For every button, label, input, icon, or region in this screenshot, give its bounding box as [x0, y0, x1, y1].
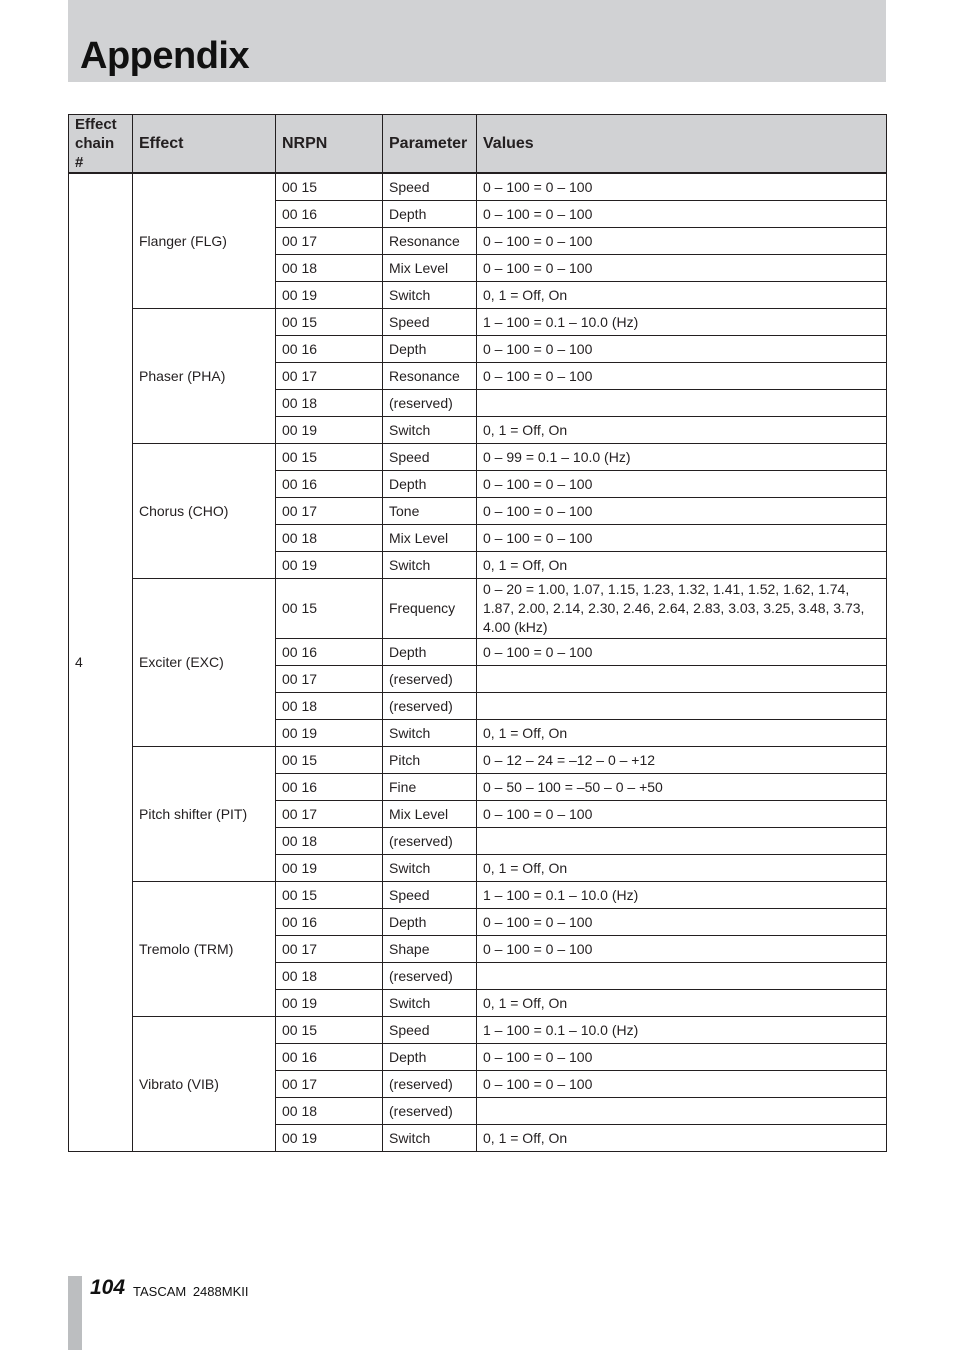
parameter-cell: Shape [383, 936, 477, 963]
values-cell: 0 – 100 = 0 – 100 [477, 471, 887, 498]
values-cell: 0 – 100 = 0 – 100 [477, 363, 887, 390]
values-cell: 0, 1 = Off, On [477, 1125, 887, 1152]
table-body [69, 173, 887, 1152]
values-cell: 0 – 100 = 0 – 100 [477, 498, 887, 525]
values-cell [477, 390, 887, 417]
table-row [69, 444, 887, 471]
parameter-cell: Depth [383, 201, 477, 228]
values-cell: 0, 1 = Off, On [477, 855, 887, 882]
nrpn-cell: 00 19 [276, 720, 383, 747]
effect-name-cell: Tremolo (TRM) [133, 882, 276, 1017]
parameter-cell: Switch [383, 1125, 477, 1152]
header-parameter: Parameter [383, 115, 477, 174]
values-cell: 0 – 12 – 24 = –12 – 0 – +12 [477, 747, 887, 774]
parameter-cell: Tone [383, 498, 477, 525]
nrpn-cell: 00 18 [276, 255, 383, 282]
values-cell [477, 963, 887, 990]
parameter-cell: Mix Level [383, 525, 477, 552]
nrpn-table [68, 114, 887, 1152]
values-cell: 0, 1 = Off, On [477, 417, 887, 444]
nrpn-cell: 00 18 [276, 828, 383, 855]
values-cell [477, 828, 887, 855]
nrpn-cell: 00 16 [276, 774, 383, 801]
nrpn-cell: 00 16 [276, 471, 383, 498]
values-cell: 0 – 100 = 0 – 100 [477, 639, 887, 666]
parameter-cell: Depth [383, 471, 477, 498]
parameter-cell: Resonance [383, 363, 477, 390]
nrpn-cell: 00 19 [276, 282, 383, 309]
values-cell: 1 – 100 = 0.1 – 10.0 (Hz) [477, 1017, 887, 1044]
nrpn-cell: 00 15 [276, 579, 383, 639]
values-cell: 0 – 20 = 1.00, 1.07, 1.15, 1.23, 1.32, 1.41, 1.52, 1.62, 1.74, 1.87, 2.00, 2.14, 2.30, 2.46, 2.64, 2.83, 3.03, 3.25, 3.48, 3.73, 4.00 (kHz) [477, 579, 887, 639]
footer-bar [68, 1276, 82, 1350]
parameter-cell: Mix Level [383, 255, 477, 282]
nrpn-cell: 00 19 [276, 552, 383, 579]
values-cell: 0 – 100 = 0 – 100 [477, 801, 887, 828]
values-cell: 0 – 100 = 0 – 100 [477, 1044, 887, 1071]
values-cell [477, 1098, 887, 1125]
table-row [69, 1017, 887, 1044]
nrpn-cell: 00 18 [276, 693, 383, 720]
parameter-cell: (reserved) [383, 666, 477, 693]
nrpn-cell: 00 17 [276, 228, 383, 255]
values-cell: 1 – 100 = 0.1 – 10.0 (Hz) [477, 882, 887, 909]
effect-name-cell: Flanger (FLG) [133, 173, 276, 309]
nrpn-cell: 00 17 [276, 801, 383, 828]
parameter-cell: Fine [383, 774, 477, 801]
nrpn-cell: 00 19 [276, 990, 383, 1017]
parameter-cell: Resonance [383, 228, 477, 255]
values-cell: 0, 1 = Off, On [477, 552, 887, 579]
effect-name-cell: Pitch shifter (PIT) [133, 747, 276, 882]
nrpn-cell: 00 18 [276, 963, 383, 990]
nrpn-cell: 00 19 [276, 855, 383, 882]
parameter-cell: Switch [383, 720, 477, 747]
parameter-cell: (reserved) [383, 1071, 477, 1098]
nrpn-cell: 00 18 [276, 390, 383, 417]
nrpn-cell: 00 17 [276, 666, 383, 693]
parameter-cell: (reserved) [383, 693, 477, 720]
parameter-cell: Speed [383, 882, 477, 909]
effect-name-cell: Vibrato (VIB) [133, 1017, 276, 1152]
values-cell: 0, 1 = Off, On [477, 282, 887, 309]
parameter-cell: Speed [383, 309, 477, 336]
header-band [68, 0, 886, 82]
values-cell: 0 – 100 = 0 – 100 [477, 201, 887, 228]
parameter-cell: Speed [383, 1017, 477, 1044]
parameter-cell: Switch [383, 855, 477, 882]
values-cell: 0 – 50 – 100 = –50 – 0 – +50 [477, 774, 887, 801]
nrpn-cell: 00 17 [276, 363, 383, 390]
parameter-cell: Switch [383, 552, 477, 579]
values-cell [477, 666, 887, 693]
header-effect: Effect [133, 115, 276, 174]
values-cell: 0 – 100 = 0 – 100 [477, 336, 887, 363]
nrpn-cell: 00 16 [276, 1044, 383, 1071]
parameter-cell: Switch [383, 417, 477, 444]
values-cell: 0, 1 = Off, On [477, 720, 887, 747]
parameter-cell: (reserved) [383, 828, 477, 855]
product-name: TASCAM 2488MKII [133, 1284, 249, 1299]
parameter-cell: (reserved) [383, 1098, 477, 1125]
parameter-cell: Depth [383, 909, 477, 936]
values-cell: 0 – 100 = 0 – 100 [477, 909, 887, 936]
header-values: Values [477, 115, 887, 174]
values-cell: 0 – 99 = 0.1 – 10.0 (Hz) [477, 444, 887, 471]
nrpn-cell: 00 16 [276, 336, 383, 363]
table-header [69, 115, 887, 174]
header-effect-chain: Effect chain # [69, 115, 133, 174]
values-cell: 0, 1 = Off, On [477, 990, 887, 1017]
nrpn-cell: 00 15 [276, 747, 383, 774]
table-row [69, 882, 887, 909]
header-nrpn: NRPN [276, 115, 383, 174]
effect-name-cell: Chorus (CHO) [133, 444, 276, 579]
values-cell: 0 – 100 = 0 – 100 [477, 936, 887, 963]
effect-name-cell: Phaser (PHA) [133, 309, 276, 444]
values-cell: 0 – 100 = 0 – 100 [477, 228, 887, 255]
page-title: Appendix [80, 35, 250, 77]
table-row [69, 309, 887, 336]
values-cell: 0 – 100 = 0 – 100 [477, 255, 887, 282]
parameter-cell: Frequency [383, 579, 477, 639]
values-cell: 0 – 100 = 0 – 100 [477, 173, 887, 201]
values-cell: 1 – 100 = 0.1 – 10.0 (Hz) [477, 309, 887, 336]
nrpn-cell: 00 16 [276, 909, 383, 936]
values-cell: 0 – 100 = 0 – 100 [477, 1071, 887, 1098]
parameter-cell: Mix Level [383, 801, 477, 828]
nrpn-cell: 00 17 [276, 1071, 383, 1098]
values-cell [477, 693, 887, 720]
nrpn-cell: 00 19 [276, 1125, 383, 1152]
parameter-cell: Speed [383, 173, 477, 201]
nrpn-cell: 00 15 [276, 1017, 383, 1044]
parameter-cell: Pitch [383, 747, 477, 774]
nrpn-cell: 00 19 [276, 417, 383, 444]
parameter-cell: (reserved) [383, 390, 477, 417]
parameter-cell: Depth [383, 639, 477, 666]
table-row [69, 579, 887, 639]
page-number: 104 [90, 1276, 126, 1299]
effect-chain-cell: 4 [69, 173, 133, 1152]
parameter-cell: Depth [383, 1044, 477, 1071]
table-row [69, 747, 887, 774]
nrpn-cell: 00 15 [276, 173, 383, 201]
table-row [69, 173, 887, 201]
nrpn-cell: 00 15 [276, 309, 383, 336]
effect-name-cell: Exciter (EXC) [133, 579, 276, 747]
parameter-cell: (reserved) [383, 963, 477, 990]
parameter-cell: Switch [383, 990, 477, 1017]
parameter-cell: Switch [383, 282, 477, 309]
nrpn-cell: 00 17 [276, 498, 383, 525]
header-row [69, 115, 887, 174]
nrpn-cell: 00 18 [276, 525, 383, 552]
nrpn-cell: 00 15 [276, 882, 383, 909]
parameter-cell: Speed [383, 444, 477, 471]
values-cell: 0 – 100 = 0 – 100 [477, 525, 887, 552]
nrpn-cell: 00 18 [276, 1098, 383, 1125]
nrpn-cell: 00 17 [276, 936, 383, 963]
parameter-cell: Depth [383, 336, 477, 363]
nrpn-cell: 00 15 [276, 444, 383, 471]
nrpn-cell: 00 16 [276, 201, 383, 228]
nrpn-cell: 00 16 [276, 639, 383, 666]
